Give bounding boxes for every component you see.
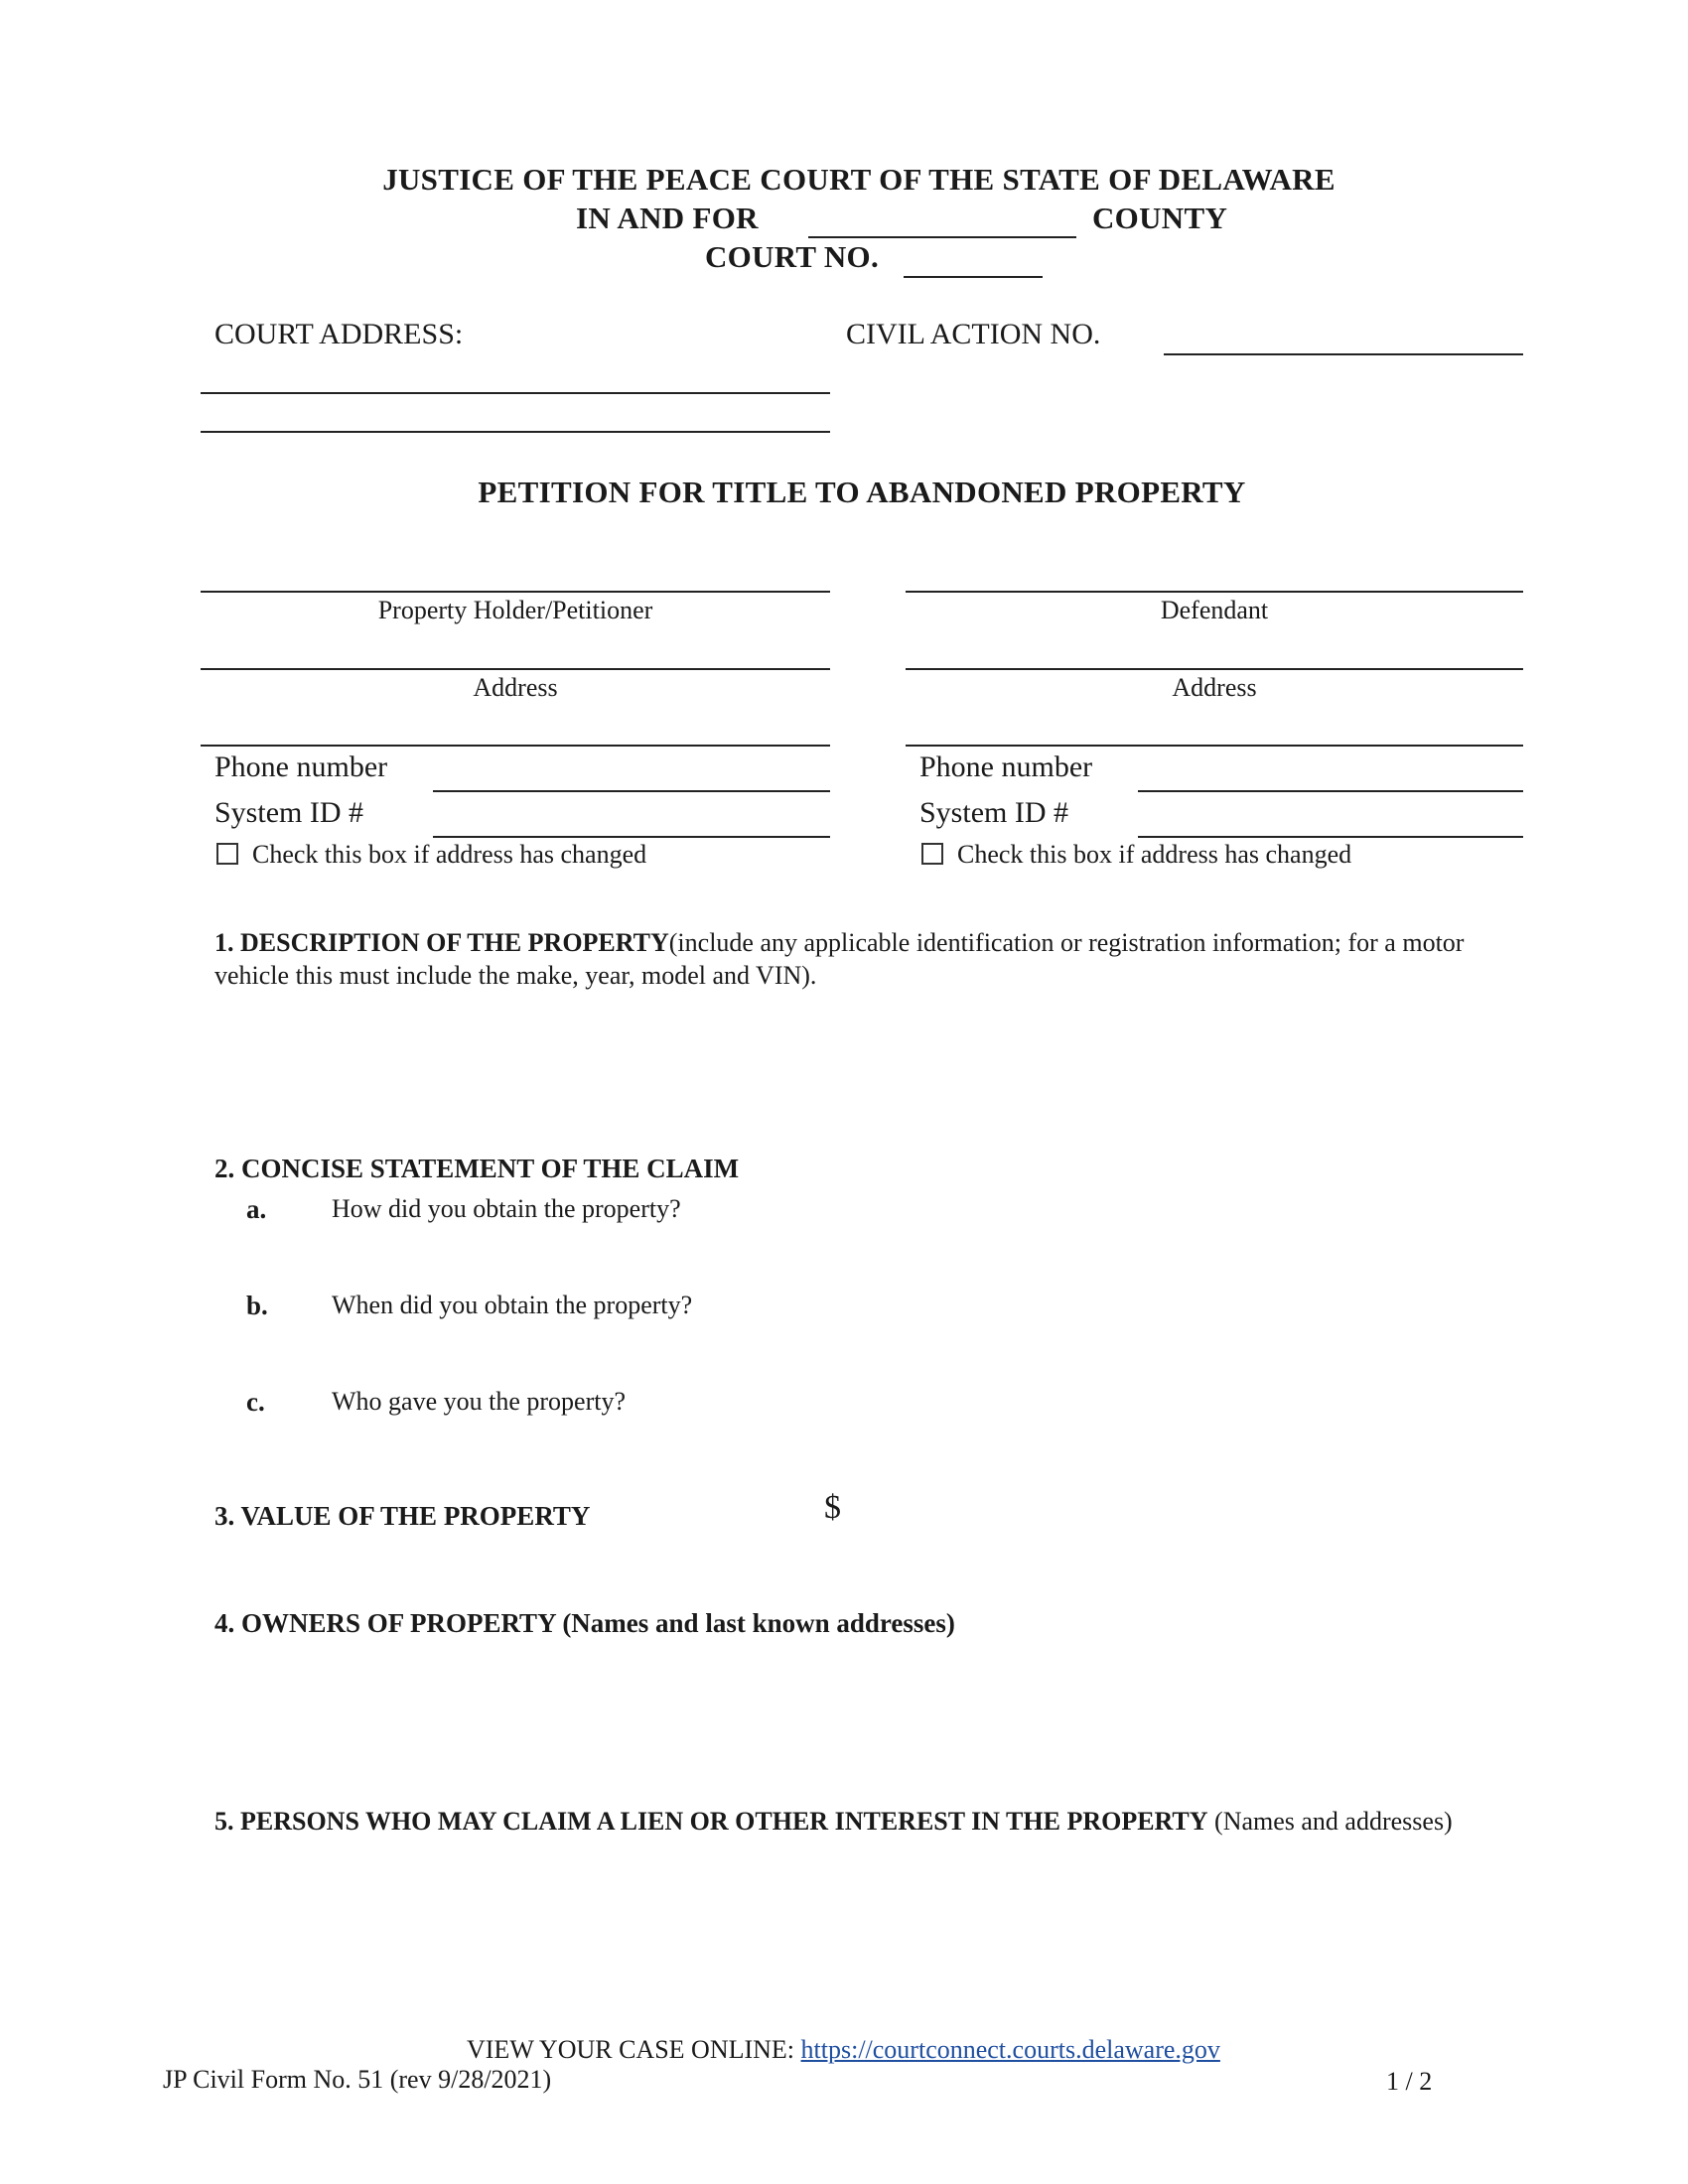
- section-1: [214, 926, 1505, 992]
- section-2-title: 2. CONCISE STATEMENT OF THE CLAIM: [214, 1154, 740, 1183]
- form-number: JP Civil Form No. 51 (rev 9/28/2021): [163, 2065, 552, 2094]
- petitioner-address-changed-checkbox[interactable]: [216, 843, 238, 865]
- petitioner-phone-label: Phone number: [214, 751, 388, 783]
- court-header-county: COUNTY: [1092, 201, 1228, 235]
- defendant-system-id-blank[interactable]: [1138, 836, 1523, 838]
- civil-action-number-blank[interactable]: [1164, 353, 1523, 355]
- defendant-name-line[interactable]: [906, 591, 1523, 593]
- view-online-label: VIEW YOUR CASE ONLINE:: [467, 2035, 795, 2064]
- section-2c-letter: c.: [246, 1387, 265, 1417]
- court-number-blank[interactable]: [904, 276, 1043, 278]
- defendant-address-line-2[interactable]: [906, 745, 1523, 747]
- defendant-system-id-label: System ID #: [919, 796, 1068, 829]
- court-address-line-1[interactable]: [201, 392, 830, 394]
- section-1-text: (include any applicable identification or registration information; for a motor vehicle this must include the make, year, model and VIN).: [214, 928, 1465, 990]
- defendant-name-label: Defendant: [1160, 596, 1269, 624]
- section-3-title: 3. VALUE OF THE PROPERTY: [214, 1501, 591, 1531]
- court-header-in-and-for: IN AND FOR: [576, 201, 759, 235]
- section-2a-letter: a.: [246, 1194, 267, 1224]
- defendant-address-changed-checkbox[interactable]: [921, 843, 943, 865]
- court-address-label: COURT ADDRESS:: [214, 318, 464, 350]
- courtconnect-link[interactable]: https://courtconnect.courts.delaware.gov: [800, 2035, 1220, 2064]
- civil-action-label: CIVIL ACTION NO.: [846, 318, 1101, 350]
- section-4-title: 4. OWNERS OF PROPERTY (Names and last known addresses): [214, 1608, 955, 1638]
- section-2b-letter: b.: [246, 1291, 268, 1320]
- petitioner-system-id-label: System ID #: [214, 796, 363, 829]
- petitioner-phone-blank[interactable]: [433, 790, 830, 792]
- petitioner-name-label: Property Holder/Petitioner: [377, 596, 653, 624]
- section-5-text: (Names and addresses): [1207, 1807, 1453, 1836]
- defendant-address-line[interactable]: [906, 668, 1523, 670]
- form-title: PETITION FOR TITLE TO ABANDONED PROPERTY: [478, 475, 1246, 509]
- section-1-title: 1. DESCRIPTION OF THE PROPERTY: [214, 928, 669, 957]
- value-currency-symbol: $: [824, 1489, 841, 1526]
- defendant-address-label: Address: [1172, 673, 1257, 702]
- section-2b-text: When did you obtain the property?: [332, 1291, 693, 1319]
- section-5-title: 5. PERSONS WHO MAY CLAIM A LIEN OR OTHER INTEREST IN THE PROPERTY: [214, 1807, 1208, 1836]
- section-2c-text: Who gave you the property?: [332, 1387, 627, 1416]
- section-2a-text: How did you obtain the property?: [332, 1194, 681, 1223]
- petitioner-address-label: Address: [473, 673, 558, 702]
- defendant-phone-blank[interactable]: [1138, 790, 1523, 792]
- defendant-checkbox-label: Check this box if address has changed: [957, 840, 1352, 869]
- county-blank[interactable]: [808, 236, 1076, 238]
- court-number-label: COURT NO.: [705, 239, 880, 274]
- section-5: [214, 1805, 1505, 1838]
- court-header-line1: JUSTICE OF THE PEACE COURT OF THE STATE OF DELAWARE: [382, 162, 1336, 197]
- petitioner-address-line[interactable]: [201, 668, 830, 670]
- defendant-phone-label: Phone number: [919, 751, 1093, 783]
- footer-view-online: [467, 2035, 1220, 2065]
- page-number: 1 / 2: [1386, 2067, 1433, 2096]
- petitioner-name-line[interactable]: [201, 591, 830, 593]
- petitioner-checkbox-label: Check this box if address has changed: [252, 840, 647, 869]
- petitioner-address-line-2[interactable]: [201, 745, 830, 747]
- court-address-line-2[interactable]: [201, 431, 830, 433]
- petitioner-system-id-blank[interactable]: [433, 836, 830, 838]
